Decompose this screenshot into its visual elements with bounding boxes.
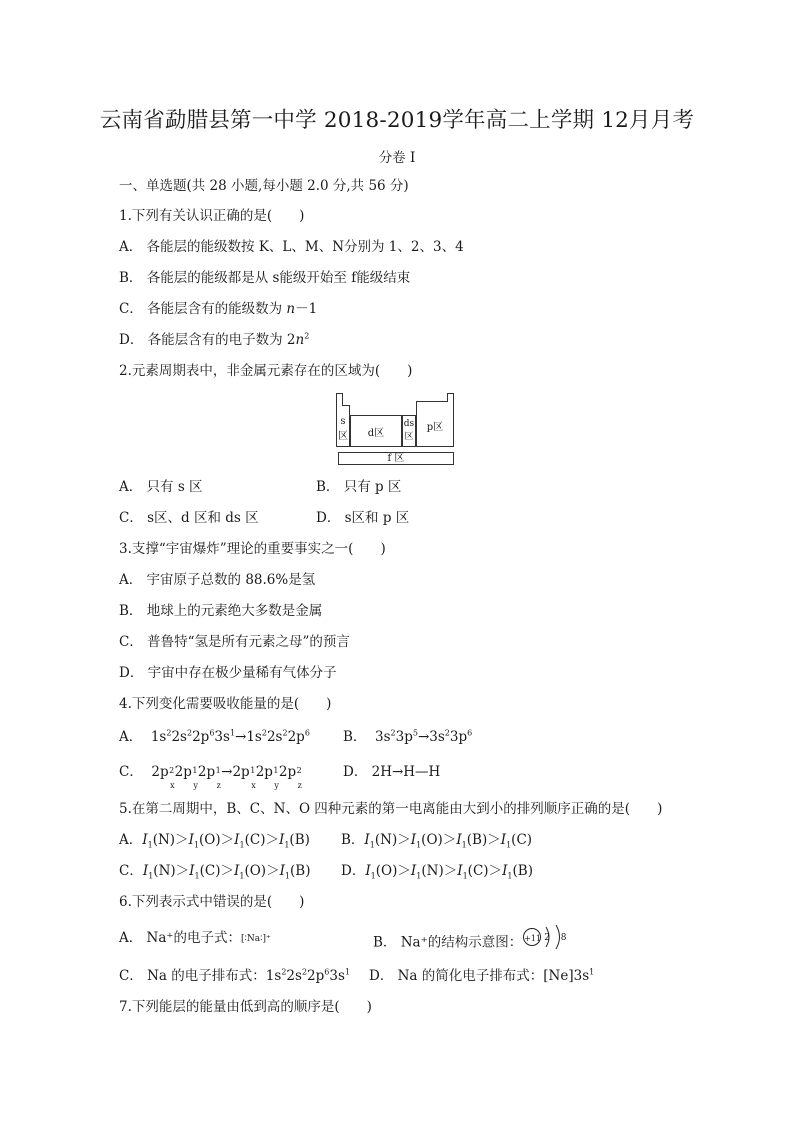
nucleus-label: +11	[524, 934, 542, 943]
q3-option-c: C． 普鲁特“氢是所有元素之母”的预言	[119, 634, 350, 650]
s-block: s 区	[336, 405, 350, 447]
q1-d-var: n	[295, 332, 305, 348]
q6-option-b: B． Na⁺的结构示意图： +11 2 8	[373, 929, 574, 957]
q5-option-a: A．$I_1(N)>I_1(O)>I_1(C)>I_1(B)$	[119, 832, 310, 850]
q4-stem: 4.下列变化需要吸收能量的是( )	[119, 696, 332, 712]
q2-stem: 2.元素周期表中，非金属元素存在的区域为( )	[119, 363, 413, 379]
q1-d-sup: 2	[304, 331, 310, 341]
d-block: d区	[350, 415, 402, 447]
q6-option-c: C． Na 的电子排布式：$1s^22s^22p^63s^1$	[119, 967, 350, 984]
q2-option-c: C． s区、d 区和 ds 区	[119, 510, 259, 526]
ds-block: ds 区	[402, 415, 416, 447]
q6-option-d: D． Na 的简化电子排布式：$[Ne]3s^1$	[369, 967, 595, 984]
q1-stem: 1.下列有关认识正确的是( )	[119, 208, 305, 224]
q2-option-a: A． 只有 s 区	[119, 479, 203, 495]
q3-option-b: B． 地球上的元素绝大多数是金属	[119, 603, 323, 619]
q1-option-d	[119, 331, 309, 349]
q6-stem: 6.下列表示式中错误的是( )	[119, 894, 305, 910]
exam-title: 云南省勐腊县第一中学 2018-2019学年高二上学期 12月月考	[99, 108, 695, 133]
electron-dot-formula: [∶Na∶]⁺	[241, 933, 271, 944]
q4-option-b: B． $3s^23p^5\to 3s^23p^6$	[343, 728, 473, 745]
q1-c-prefix: C． 各能层含有的能级数为	[119, 301, 287, 317]
q5-stem: 5.在第二周期中，B、C、N、O 四种元素的第一电离能由大到小的排列顺序正确的是( )	[119, 801, 663, 817]
q7-stem: 7.下列能层的能量由低到高的顺序是( )	[119, 999, 372, 1015]
q3-stem: 3.支撑“宇宙爆炸”理论的重要事实之一( )	[119, 541, 386, 557]
f-block: f 区	[338, 452, 454, 465]
q1-d-prefix: D． 各能层含有的电子数为 2	[119, 332, 296, 348]
section-header: 一、单选题(共 28 小题,每小题 2.0 分,共 56 分)	[119, 178, 409, 194]
q2-option-b: B． 只有 p 区	[316, 479, 402, 495]
q1-option-c	[119, 300, 317, 318]
q6-option-a: A． Na⁺的电子式：[∶Na∶]⁺	[119, 930, 271, 946]
q4-option-d: D． 2H→H—H	[343, 764, 441, 780]
q3-option-a: A． 宇宙原子总数的 88.6%是氢	[119, 572, 316, 588]
q1-c-var: n	[286, 301, 296, 317]
h-cell	[336, 393, 343, 406]
q5-option-c: C．$I_1(N)>I_1(C)>I_1(O)>I_1(B)$	[119, 863, 311, 881]
q2-option-d: D． s区和 p 区	[316, 510, 410, 526]
q3-option-d: D． 宇宙中存在极少量稀有气体分子	[119, 665, 337, 681]
p-block: p区	[416, 401, 454, 447]
q5-option-b: B．$I_1(N)>I_1(O)>I_1(B)>I_1(C)$	[341, 832, 533, 850]
q4-option-a: A． $1s^22s^22p^63s^1\to 1s^22s^22p^6$	[119, 728, 310, 745]
q5-option-d: D．$I_1(O)>I_1(N)>I_1(C)>I_1(B)$	[341, 863, 533, 881]
atomic-structure-diagram	[522, 929, 574, 957]
he-cell	[447, 393, 454, 402]
section-label: 分卷 I	[378, 150, 416, 166]
q1-option-b: B． 各能层的能级都是从 s能级开始至 f能级结束	[119, 270, 411, 286]
q1-option-a: A． 各能层的能级数按 K、L、M、N分别为 1、2、3、4	[119, 239, 464, 255]
q1-c-suffix: －1	[295, 301, 318, 317]
shell-counts: 2 8	[544, 933, 571, 943]
q4-option-c: C． 2p 2 x 2p 1 y 2p 1 z →2p 1 x 2p 1 y 2p 2 z	[119, 764, 302, 790]
periodic-table-figure	[336, 393, 456, 467]
